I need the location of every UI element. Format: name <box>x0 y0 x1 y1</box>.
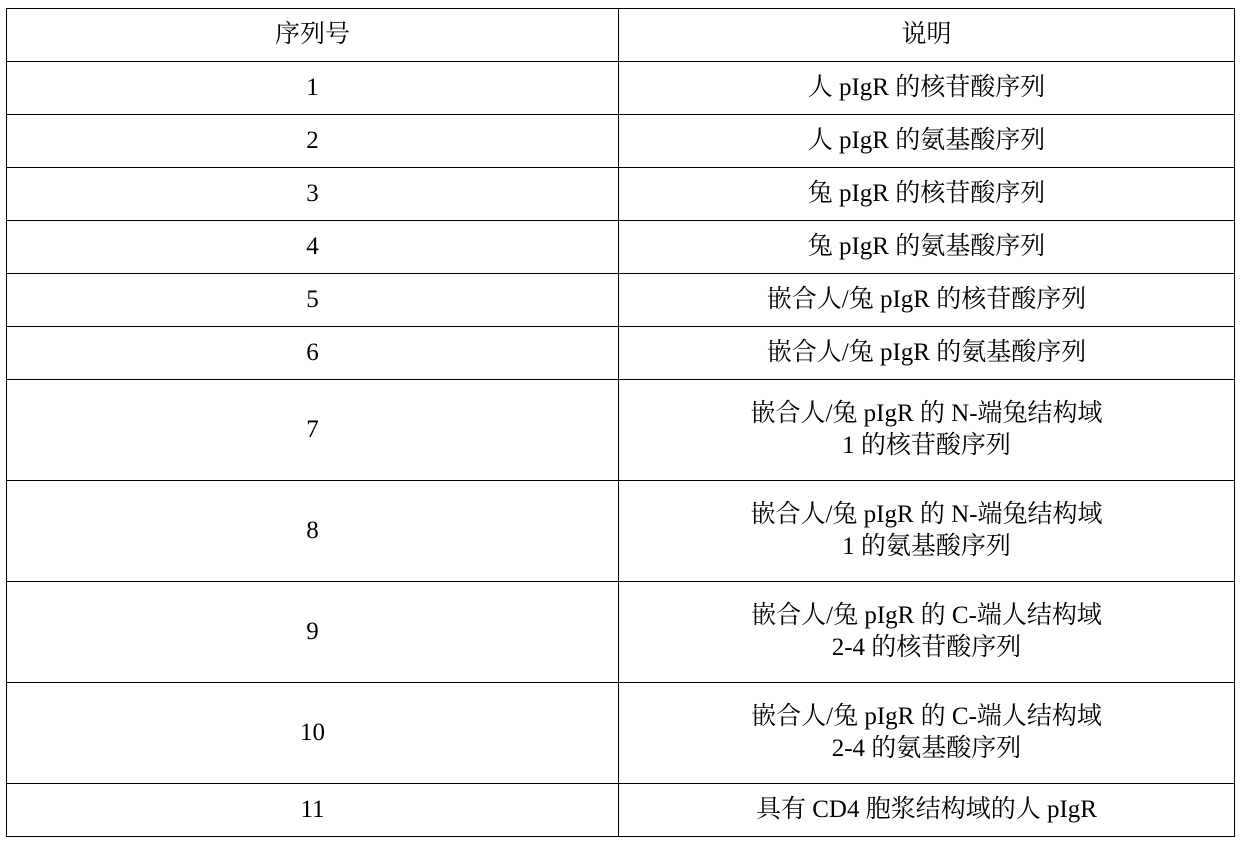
cell-seq-no: 3 <box>7 168 619 221</box>
description-line: 嵌合人/兔 pIgR 的 N-端兔结构域 <box>750 400 1103 427</box>
table-body <box>7 62 1235 837</box>
table-header <box>7 9 1235 62</box>
cell-description <box>619 221 1235 274</box>
cell-seq-no: 7 <box>7 380 619 481</box>
cell-seq-no: 5 <box>7 274 619 327</box>
cell-description <box>619 115 1235 168</box>
description-line: 人 pIgR 的氨基酸序列 <box>807 127 1046 154</box>
cell-seq-no: 11 <box>7 784 619 837</box>
cell-description <box>619 327 1235 380</box>
cell-description <box>619 168 1235 221</box>
table-row <box>7 784 1235 837</box>
description-line: 嵌合人/兔 pIgR 的氨基酸序列 <box>766 339 1087 366</box>
table-row <box>7 221 1235 274</box>
table-row <box>7 481 1235 582</box>
description-line: 具有 CD4 胞浆结构域的人 pIgR <box>756 796 1097 823</box>
cell-seq-no: 8 <box>7 481 619 582</box>
description-line: 兔 pIgR 的核苷酸序列 <box>807 180 1046 207</box>
cell-description <box>619 380 1235 481</box>
column-header-description: 说明 <box>619 9 1235 62</box>
table-row <box>7 115 1235 168</box>
description-line: 2-4 的核苷酸序列 <box>831 634 1022 661</box>
cell-description <box>619 683 1235 784</box>
cell-description <box>619 274 1235 327</box>
table-header-row <box>7 9 1235 62</box>
cell-description <box>619 784 1235 837</box>
description-line: 人 pIgR 的核苷酸序列 <box>807 74 1046 101</box>
table-row <box>7 168 1235 221</box>
description-line: 1 的氨基酸序列 <box>842 533 1011 560</box>
cell-seq-no: 9 <box>7 582 619 683</box>
description-line: 嵌合人/兔 pIgR 的 N-端兔结构域 <box>750 501 1103 528</box>
cell-description <box>619 582 1235 683</box>
cell-description <box>619 481 1235 582</box>
cell-seq-no: 10 <box>7 683 619 784</box>
table-row <box>7 380 1235 481</box>
table-row <box>7 582 1235 683</box>
table-row <box>7 274 1235 327</box>
cell-seq-no: 6 <box>7 327 619 380</box>
cell-description <box>619 62 1235 115</box>
table-row <box>7 683 1235 784</box>
description-line: 嵌合人/兔 pIgR 的 C-端人结构域 <box>751 602 1102 629</box>
description-line: 2-4 的氨基酸序列 <box>831 735 1022 762</box>
description-line: 嵌合人/兔 pIgR 的核苷酸序列 <box>766 286 1087 313</box>
table-row <box>7 327 1235 380</box>
sequence-listing-table <box>6 8 1235 837</box>
cell-seq-no: 1 <box>7 62 619 115</box>
description-line: 1 的核苷酸序列 <box>842 432 1011 459</box>
description-line: 嵌合人/兔 pIgR 的 C-端人结构域 <box>751 703 1102 730</box>
cell-seq-no: 2 <box>7 115 619 168</box>
cell-seq-no: 4 <box>7 221 619 274</box>
table-row <box>7 62 1235 115</box>
description-line: 兔 pIgR 的氨基酸序列 <box>807 233 1046 260</box>
column-header-seq-no: 序列号 <box>7 9 619 62</box>
